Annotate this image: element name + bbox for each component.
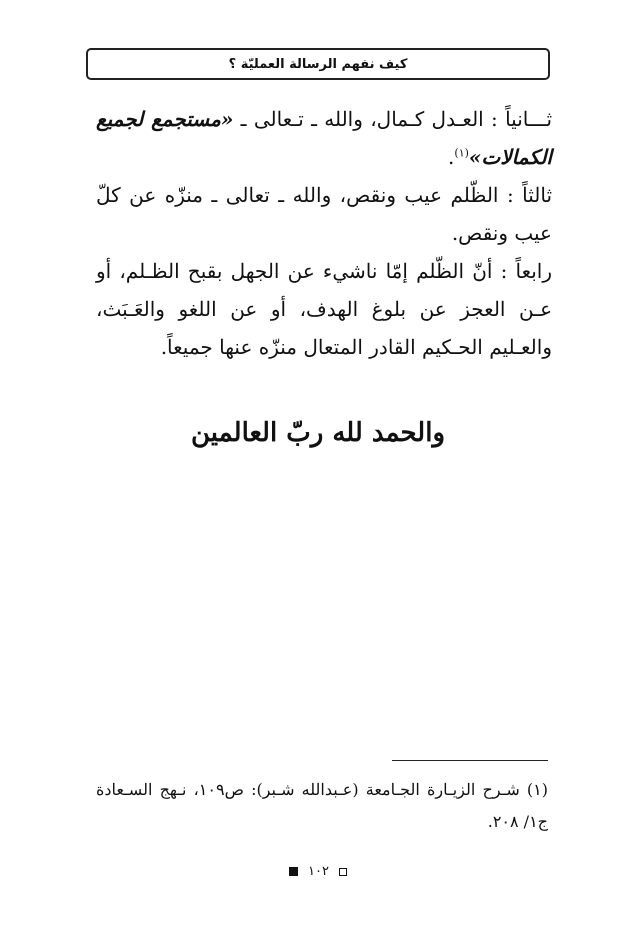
running-header-title: كيف نفهم الرسالة العمليّة ؟ [228, 56, 408, 72]
paragraph-text: الظّلم عيب ونقص، والله ـ تعالى ـ منزّه عن كلّ عيب ونقص. [96, 183, 552, 245]
empty-square-icon [339, 868, 347, 876]
paragraph-end: . [448, 145, 455, 169]
quotation: «مستجمع لجميع الكمالات» [96, 107, 552, 169]
filled-square-icon [289, 867, 298, 876]
footnote-text: (١) شـرح الزيـارة الجـامعة (عـبدالله شـبر): ص١٠٩، نـهج السـعادة ج١/ ٢٠٨. [96, 780, 549, 831]
paragraph-second [96, 100, 552, 176]
paragraph-text: العـدل كـمال، والله ـ تـعالى ـ [233, 107, 492, 131]
paragraph-text: أنّ الظّلم إمّا ناشيء عن الجهل بقبح الظـلم، أو عـن العجز عن بلوغ الهدف، أو عن اللغو والعَـبَث، والعـليم الحـكيم القادر المتعال منزّه عنها جميعاً. [96, 259, 552, 359]
paragraph-third [96, 176, 552, 252]
paragraph-label: ثالثاً : [506, 183, 553, 207]
closing-phrase: والحمد لله ربّ العالمين [190, 418, 446, 448]
page-number: ١٠٢ [308, 864, 329, 879]
footnote-reference[interactable]: (١) [454, 146, 469, 160]
paragraph-label: رابعاً : [500, 259, 552, 283]
footnote [96, 774, 548, 838]
footnote-divider [392, 760, 548, 761]
header-box [86, 48, 550, 80]
paragraph-label: ثـــانياً : [491, 107, 553, 131]
paragraph-fourth [96, 252, 552, 366]
page-footer [0, 864, 636, 879]
body-text [96, 100, 552, 366]
